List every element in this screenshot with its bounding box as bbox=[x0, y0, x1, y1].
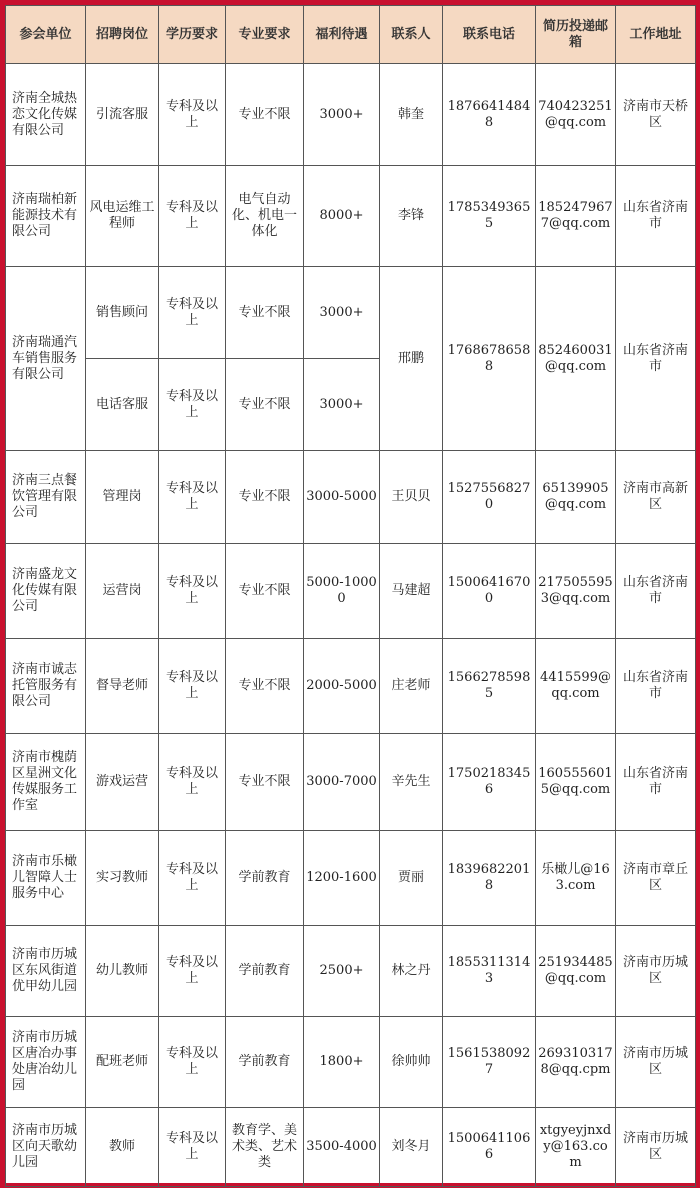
education-requirement: 专科及以上 bbox=[159, 734, 226, 831]
company-name: 济南市槐荫区星洲文化传媒服务工作室 bbox=[6, 734, 86, 831]
contact-person: 辛先生 bbox=[380, 734, 443, 831]
header-address: 工作地址 bbox=[616, 6, 696, 64]
header-email: 简历投递邮箱 bbox=[536, 6, 616, 64]
contact-person: 李锋 bbox=[380, 166, 443, 267]
header-row bbox=[6, 6, 696, 64]
company-name: 济南瑞柏新能源技术有限公司 bbox=[6, 166, 86, 267]
header-education: 学历要求 bbox=[159, 6, 226, 64]
salary: 2500+ bbox=[304, 926, 380, 1017]
salary: 5000-10000 bbox=[304, 544, 380, 639]
contact-person: 王贝贝 bbox=[380, 451, 443, 544]
major-requirement: 电气自动化、机电一体化 bbox=[226, 166, 304, 267]
contact-person: 马建超 bbox=[380, 544, 443, 639]
table-row bbox=[6, 926, 696, 1017]
company-name: 济南市乐橄儿智障人士服务中心 bbox=[6, 831, 86, 926]
education-requirement: 专科及以上 bbox=[159, 926, 226, 1017]
resume-email: 251934485@qq.com bbox=[536, 926, 616, 1017]
job-title: 督导老师 bbox=[86, 639, 159, 734]
work-address: 济南市天桥区 bbox=[616, 64, 696, 166]
resume-email: 740423251@qq.com bbox=[536, 64, 616, 166]
job-title: 电话客服 bbox=[86, 359, 159, 451]
contact-person: 贾丽 bbox=[380, 831, 443, 926]
resume-email: 65139905@qq.com bbox=[536, 451, 616, 544]
resume-email: 乐橄儿@163.com bbox=[536, 831, 616, 926]
company-name: 济南市诚志托管服务有限公司 bbox=[6, 639, 86, 734]
education-requirement: 专科及以上 bbox=[159, 64, 226, 166]
salary: 8000+ bbox=[304, 166, 380, 267]
company-name: 济南市历城区东风街道优甲幼儿园 bbox=[6, 926, 86, 1017]
contact-phone: 15006411066 bbox=[443, 1108, 536, 1187]
header-phone: 联系电话 bbox=[443, 6, 536, 64]
salary: 3500-4000 bbox=[304, 1108, 380, 1187]
salary: 3000-7000 bbox=[304, 734, 380, 831]
company-name: 济南三点餐饮管理有限公司 bbox=[6, 451, 86, 544]
contact-person: 庄老师 bbox=[380, 639, 443, 734]
table-row bbox=[6, 451, 696, 544]
contact-phone: 18396822018 bbox=[443, 831, 536, 926]
salary: 1200-1600 bbox=[304, 831, 380, 926]
work-address: 济南市章丘区 bbox=[616, 831, 696, 926]
header-major: 专业要求 bbox=[226, 6, 304, 64]
table-row bbox=[6, 64, 696, 166]
education-requirement: 专科及以上 bbox=[159, 166, 226, 267]
job-title: 管理岗 bbox=[86, 451, 159, 544]
table-row bbox=[6, 267, 696, 359]
education-requirement: 专科及以上 bbox=[159, 1108, 226, 1187]
table-row bbox=[6, 734, 696, 831]
company-name: 济南市历城区向天歌幼儿园 bbox=[6, 1108, 86, 1187]
table-row bbox=[6, 639, 696, 734]
table-row bbox=[6, 544, 696, 639]
header-company: 参会单位 bbox=[6, 6, 86, 64]
contact-phone: 17502183456 bbox=[443, 734, 536, 831]
work-address: 济南市历城区 bbox=[616, 1108, 696, 1187]
resume-email: 1852479677@qq.com bbox=[536, 166, 616, 267]
job-title: 游戏运营 bbox=[86, 734, 159, 831]
table-frame bbox=[5, 5, 695, 1183]
work-address: 山东省济南市 bbox=[616, 639, 696, 734]
recruitment-table bbox=[5, 5, 696, 1187]
education-requirement: 专科及以上 bbox=[159, 359, 226, 451]
table-row bbox=[6, 166, 696, 267]
salary: 2000-5000 bbox=[304, 639, 380, 734]
contact-phone: 18766414848 bbox=[443, 64, 536, 166]
major-requirement: 专业不限 bbox=[226, 734, 304, 831]
table-row bbox=[6, 831, 696, 926]
salary: 1800+ bbox=[304, 1017, 380, 1108]
contact-person: 徐帅帅 bbox=[380, 1017, 443, 1108]
salary: 3000+ bbox=[304, 359, 380, 451]
major-requirement: 专业不限 bbox=[226, 359, 304, 451]
job-title: 引流客服 bbox=[86, 64, 159, 166]
contact-phone: 15275568270 bbox=[443, 451, 536, 544]
salary: 3000+ bbox=[304, 64, 380, 166]
job-title: 实习教师 bbox=[86, 831, 159, 926]
contact-phone: 17853493655 bbox=[443, 166, 536, 267]
resume-email: xtgyeyjnxdy@163.com bbox=[536, 1108, 616, 1187]
resume-email: 1605556015@qq.com bbox=[536, 734, 616, 831]
company-name: 济南盛龙文化传媒有限公司 bbox=[6, 544, 86, 639]
company-name: 济南瑞通汽车销售服务有限公司 bbox=[6, 267, 86, 451]
contact-person: 刘冬月 bbox=[380, 1108, 443, 1187]
work-address: 山东省济南市 bbox=[616, 544, 696, 639]
education-requirement: 专科及以上 bbox=[159, 831, 226, 926]
resume-email: 2693103178@qq.cpm bbox=[536, 1017, 616, 1108]
job-title: 风电运维工程师 bbox=[86, 166, 159, 267]
major-requirement: 专业不限 bbox=[226, 267, 304, 359]
education-requirement: 专科及以上 bbox=[159, 1017, 226, 1108]
work-address: 济南市历城区 bbox=[616, 926, 696, 1017]
table-row bbox=[6, 1108, 696, 1187]
major-requirement: 专业不限 bbox=[226, 639, 304, 734]
company-name: 济南全城热恋文化传媒有限公司 bbox=[6, 64, 86, 166]
contact-phone: 18553113143 bbox=[443, 926, 536, 1017]
contact-person: 韩奎 bbox=[380, 64, 443, 166]
major-requirement: 学前教育 bbox=[226, 926, 304, 1017]
job-title: 幼儿教师 bbox=[86, 926, 159, 1017]
resume-email: 4415599@qq.com bbox=[536, 639, 616, 734]
contact-person: 邢鹏 bbox=[380, 267, 443, 451]
education-requirement: 专科及以上 bbox=[159, 267, 226, 359]
major-requirement: 教育学、美术类、艺术类 bbox=[226, 1108, 304, 1187]
work-address: 山东省济南市 bbox=[616, 267, 696, 451]
work-address: 济南市高新区 bbox=[616, 451, 696, 544]
education-requirement: 专科及以上 bbox=[159, 639, 226, 734]
major-requirement: 专业不限 bbox=[226, 544, 304, 639]
contact-phone: 15662785985 bbox=[443, 639, 536, 734]
education-requirement: 专科及以上 bbox=[159, 544, 226, 639]
job-title: 运营岗 bbox=[86, 544, 159, 639]
major-requirement: 学前教育 bbox=[226, 831, 304, 926]
salary: 3000+ bbox=[304, 267, 380, 359]
job-title: 配班老师 bbox=[86, 1017, 159, 1108]
work-address: 山东省济南市 bbox=[616, 734, 696, 831]
resume-email: 852460031@qq.com bbox=[536, 267, 616, 451]
contact-phone: 17686786588 bbox=[443, 267, 536, 451]
header-salary: 福利待遇 bbox=[304, 6, 380, 64]
major-requirement: 学前教育 bbox=[226, 1017, 304, 1108]
major-requirement: 专业不限 bbox=[226, 64, 304, 166]
job-title: 教师 bbox=[86, 1108, 159, 1187]
contact-phone: 15615380927 bbox=[443, 1017, 536, 1108]
major-requirement: 专业不限 bbox=[226, 451, 304, 544]
header-position: 招聘岗位 bbox=[86, 6, 159, 64]
table-row bbox=[6, 1017, 696, 1108]
work-address: 济南市历城区 bbox=[616, 1017, 696, 1108]
header-contact: 联系人 bbox=[380, 6, 443, 64]
table-body bbox=[6, 64, 696, 1187]
contact-phone: 15006416700 bbox=[443, 544, 536, 639]
contact-person: 林之丹 bbox=[380, 926, 443, 1017]
resume-email: 2175055953@qq.com bbox=[536, 544, 616, 639]
job-title: 销售顾问 bbox=[86, 267, 159, 359]
work-address: 山东省济南市 bbox=[616, 166, 696, 267]
salary: 3000-5000 bbox=[304, 451, 380, 544]
education-requirement: 专科及以上 bbox=[159, 451, 226, 544]
company-name: 济南市历城区唐冶办事处唐冶幼儿园 bbox=[6, 1017, 86, 1108]
